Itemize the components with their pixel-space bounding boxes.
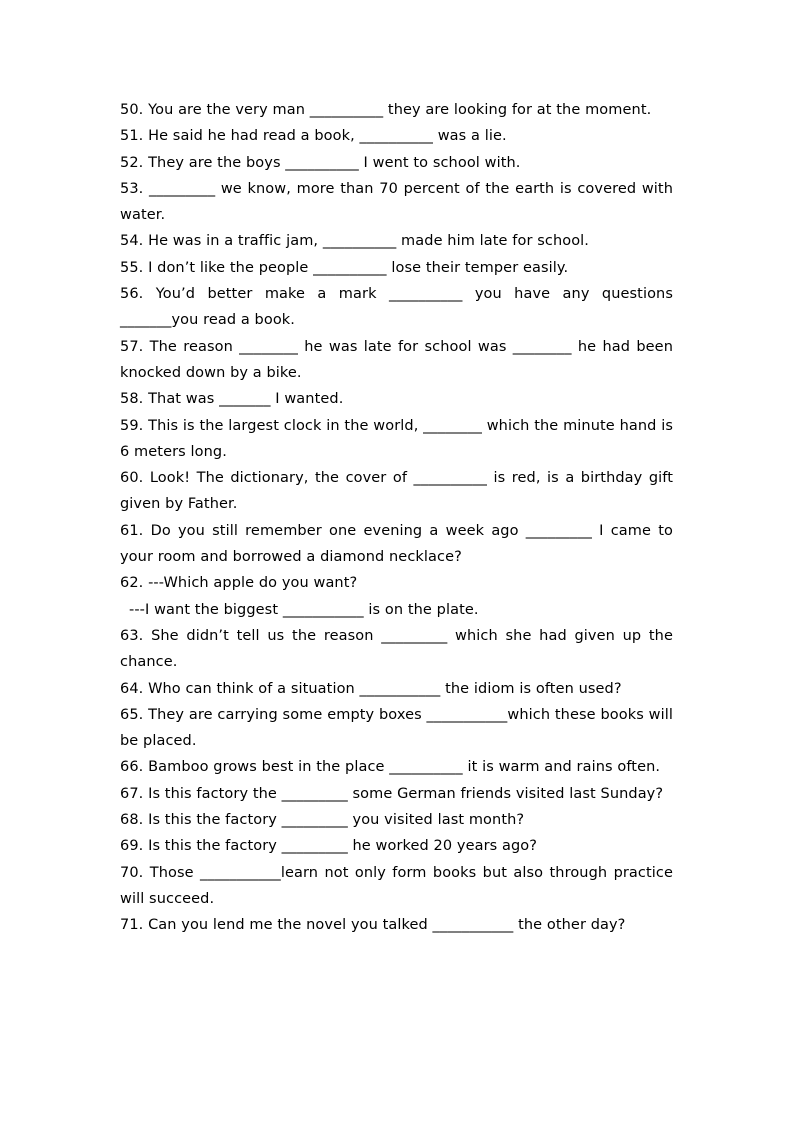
question-50: 50. You are the very man __________ they are looking for at the moment. xyxy=(120,102,652,118)
question-67: 67. Is this factory the _________ some German friends visited last Sunday? xyxy=(120,785,664,802)
question-57: 57. The reason ________ he was late for school was ________ he had been knocked down by a bike. xyxy=(120,338,673,381)
question-71: 71. Can you lend me the novel you talked ___________ the other day? xyxy=(120,917,626,934)
worksheet xyxy=(120,97,673,939)
question-62: 62. ---Which apple do you want? xyxy=(120,575,358,592)
question-60: 60. Look! The dictionary, the cover of __________ is red, is a birthday gift given by Father. xyxy=(120,470,673,513)
question-55: 55. I don’t like the people __________ lose their temper easily. xyxy=(120,259,569,276)
question-59: 59. This is the largest clock in the world, ________ which the minute hand is 6 meters long. xyxy=(120,417,673,460)
question-62-answer: ---I want the biggest ___________ is on the plate. xyxy=(129,601,479,618)
question-56: 56. You’d better make a mark __________ you have any questions _______you read a book. xyxy=(120,286,673,329)
question-70: 70. Those ___________learn not only form books but also through practice will succeed. xyxy=(120,864,673,907)
question-53: 53. _________ we know, more than 70 percent of the earth is covered with water. xyxy=(120,180,673,224)
question-66: 66. Bamboo grows best in the place __________ it is warm and rains often. xyxy=(120,759,661,776)
question-63: 63. She didn’t tell us the reason _________ which she had given up the chance. xyxy=(120,627,673,671)
question-54: 54. He was in a traffic jam, __________ made him late for school. xyxy=(120,233,590,250)
question-64: 64. Who can think of a situation ___________ the idiom is often used? xyxy=(120,680,622,697)
question-61: 61. Do you still remember one evening a week ago _________ I came to your room and borrowed a diamond necklace? xyxy=(120,522,673,566)
question-52: 52. They are the boys __________ I went to school with. xyxy=(120,154,521,171)
question-65: 65. They are carrying some empty boxes ___________which these books will be placed. xyxy=(120,706,673,750)
question-51: 51. He said he had read a book, __________ was a lie. xyxy=(120,128,507,145)
question-58: 58. That was _______ I wanted. xyxy=(120,391,344,408)
question-69: 69. Is this the factory _________ he worked 20 years ago? xyxy=(120,838,538,855)
question-68: 68. Is this the factory _________ you visited last month? xyxy=(120,812,525,829)
